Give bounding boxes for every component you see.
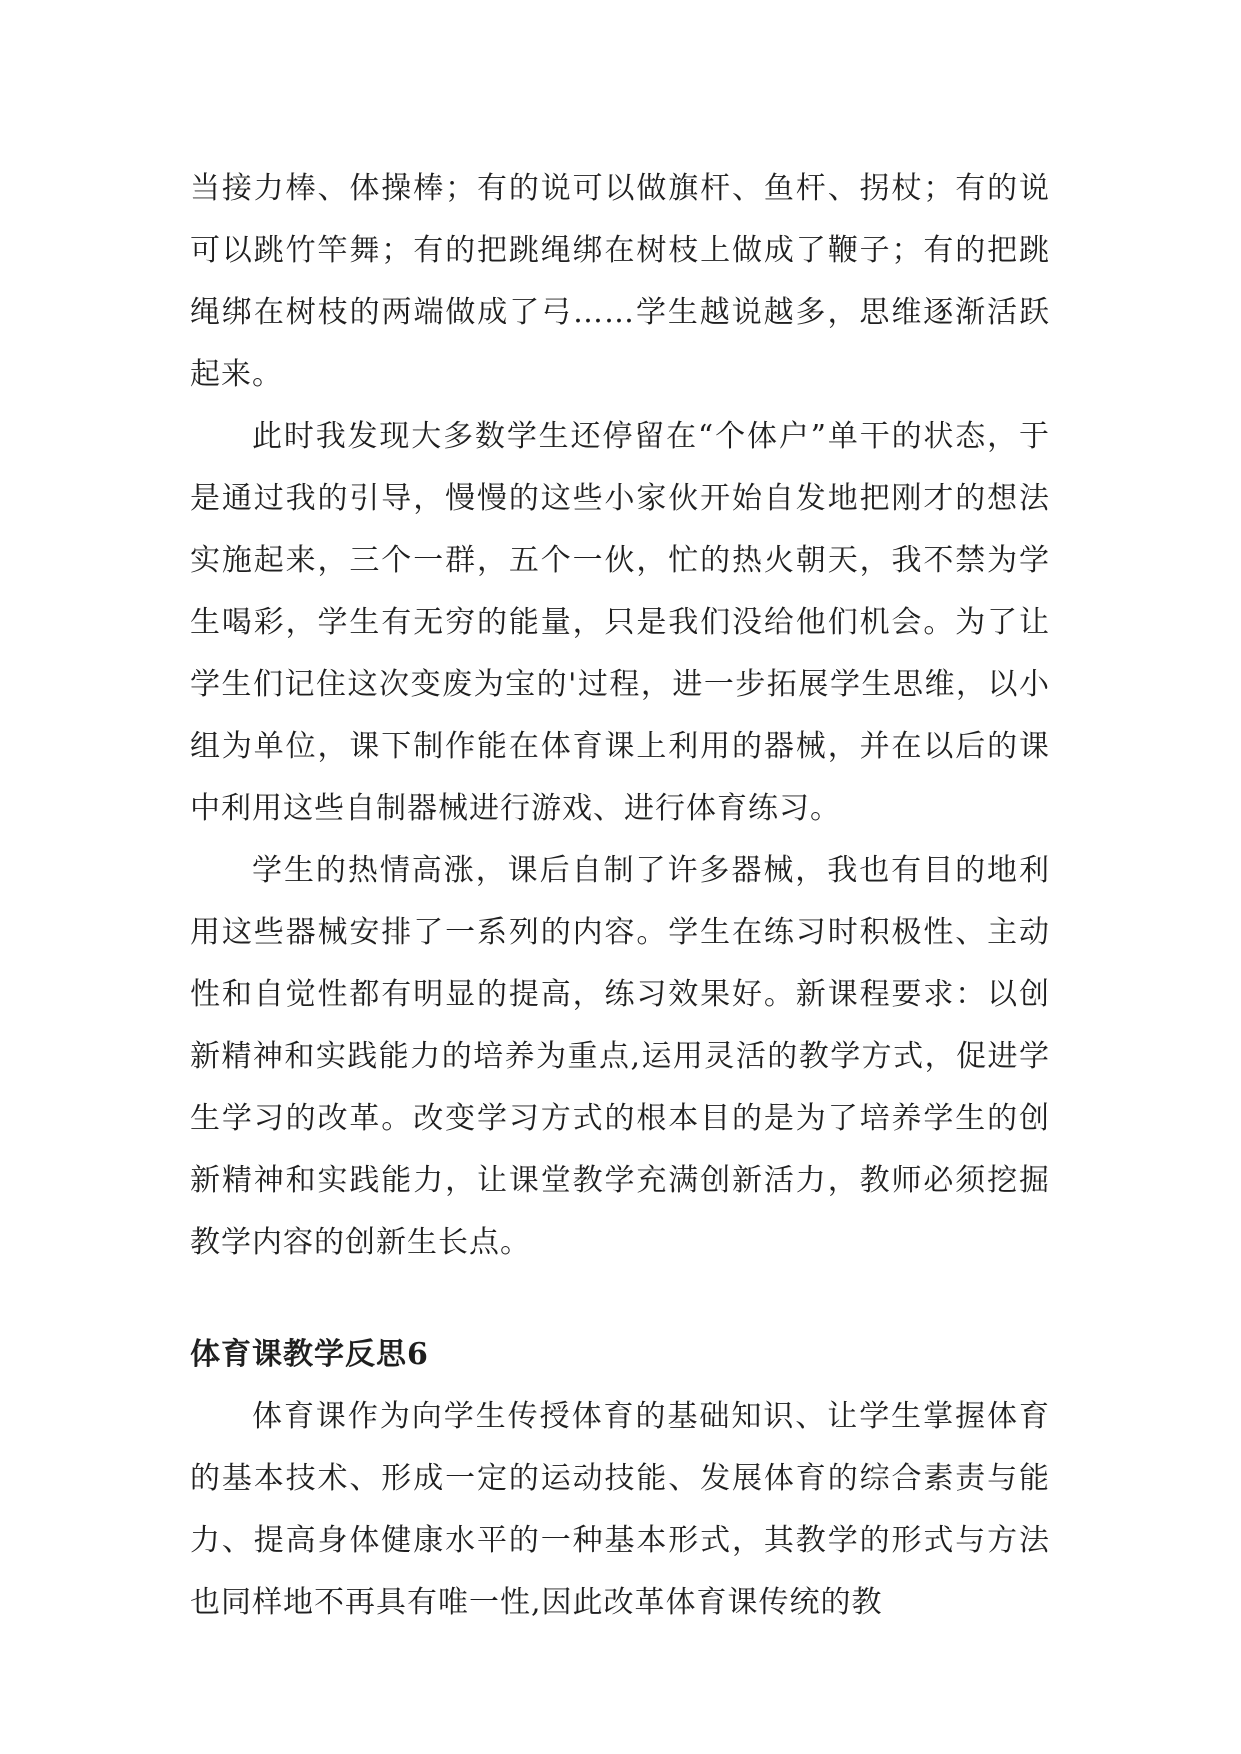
document-body [190, 158, 1050, 1634]
paragraph-continuation: 当接力棒、体操棒；有的说可以做旗杆、鱼杆、拐杖；有的说可以跳竹竿舞；有的把跳绳绑在树枝上做成了鞭子；有的把跳绳绑在树枝的两端做成了弓……学生越说越多，思维逐渐活跃起来。 [190, 171, 1050, 392]
paragraph-pe-reflection-6: 体育课作为向学生传授体育的基础知识、让学生掌握体育的基本技术、形成一定的运动技能、发展体育的综合素责与能力、提高身体健康水平的一种基本形式，其教学的形式与方法也同样地不再具有唯一性,因此改革体育课传统的教 [190, 1399, 1050, 1620]
paragraph-individual-work: 此时我发现大多数学生还停留在“个体户”单干的状态，于是通过我的引导，慢慢的这些小家伙开始自发地把刚才的想法实施起来，三个一群，五个一伙，忙的热火朝天，我不禁为学生喝彩，学生有无穷的能量，只是我们没给他们机会。为了让学生们记住这次变废为宝的'过程，进一步拓展学生思维，以小组为单位，课下制作能在体育课上利用的器械，并在以后的课中利用这些自制器械进行游戏、进行体育练习。 [190, 419, 1050, 826]
section-heading: 体育课教学反思6 [190, 1337, 429, 1372]
paragraph-student-enthusiasm: 学生的热情高涨，课后自制了许多器械，我也有目的地利用这些器械安排了一系列的内容。学生在练习时积极性、主动性和自觉性都有明显的提高，练习效果好。新课程要求：以创新精神和实践能力的培养为重点,运用灵活的教学方式，促进学生学习的改革。改变学习方式的根本目的是为了培养学生的创新精神和实践能力，让课堂教学充满创新活力，教师必须挖掘教学内容的创新生长点。 [190, 853, 1050, 1260]
